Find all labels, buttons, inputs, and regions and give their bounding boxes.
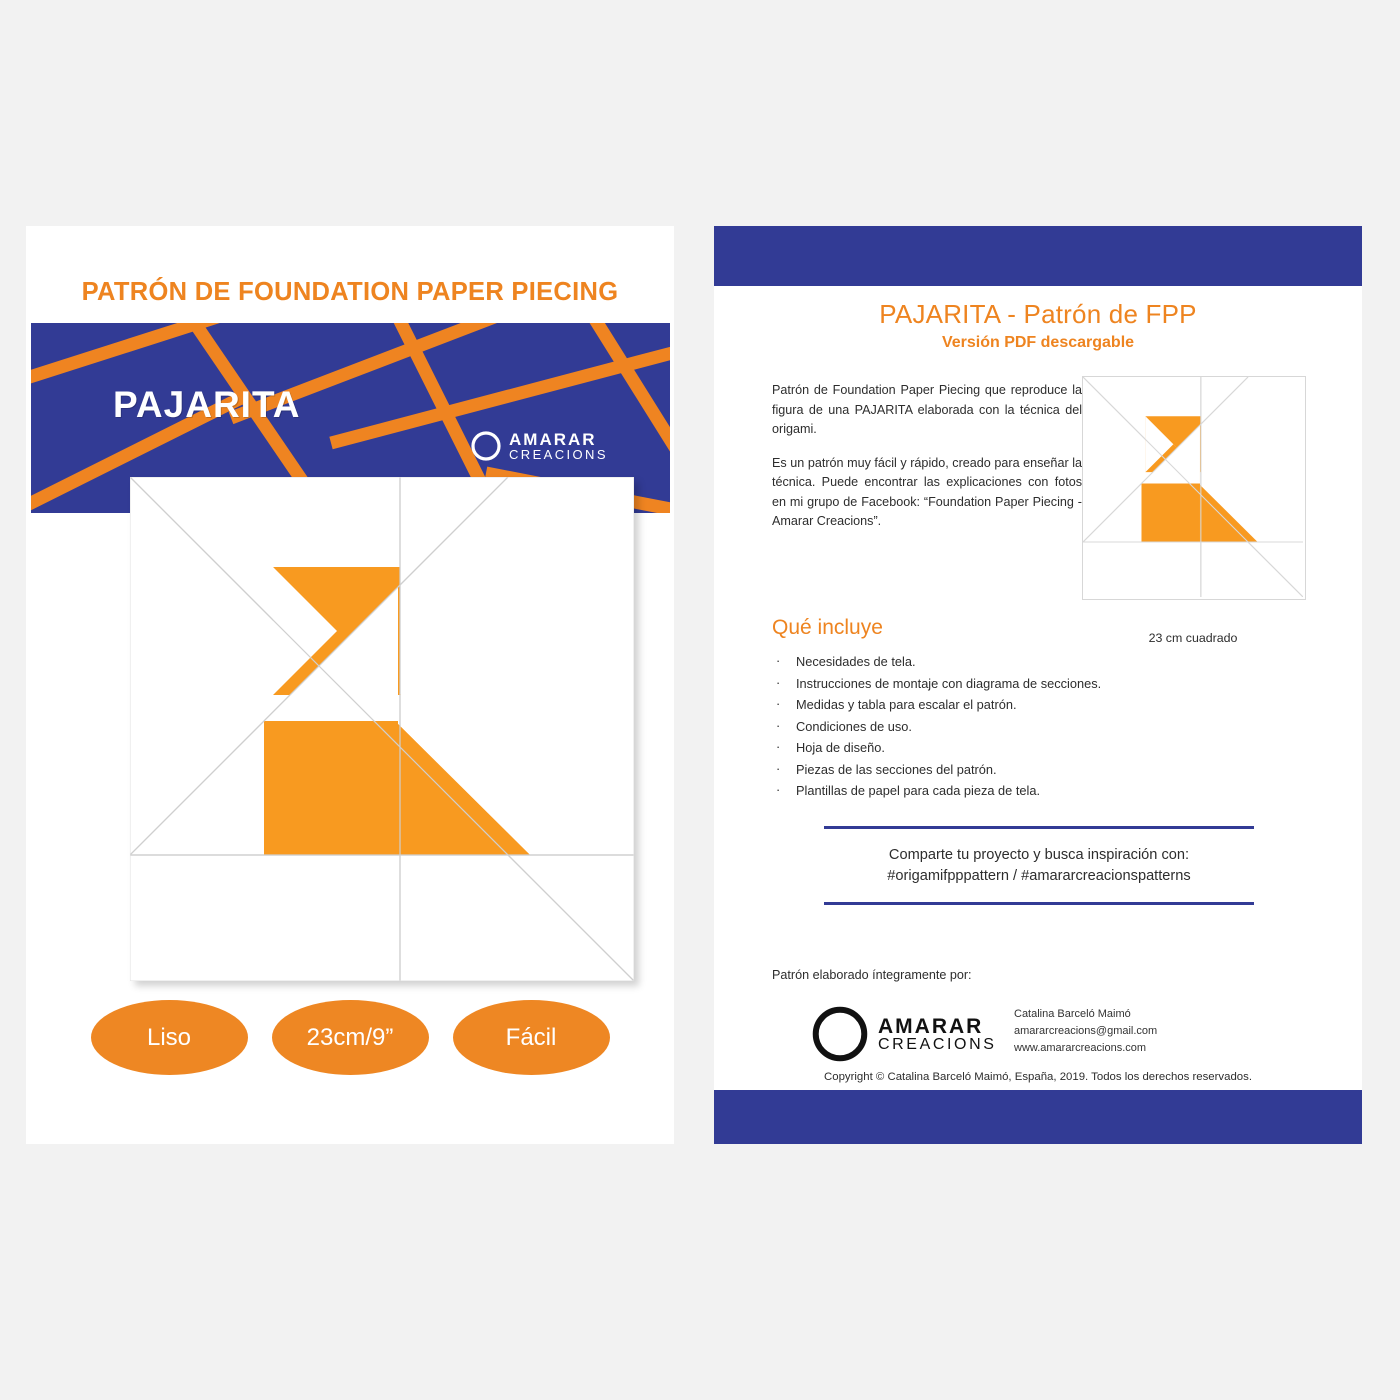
list-item-label: Medidas y tabla para escalar el patrón. (796, 697, 1017, 712)
banner-logo-text (509, 431, 608, 462)
mini-pajarita-graphic (1083, 377, 1303, 597)
includes-list (772, 654, 1292, 805)
bottom-color-bar (714, 1090, 1362, 1144)
copyright-text: Copyright © Catalina Barceló Maimó, España, 2019. Todos los derechos reservados. (824, 1071, 1252, 1083)
list-item (772, 719, 1292, 734)
banner-logo (471, 431, 608, 462)
info-page (714, 226, 1362, 1144)
amarar-circle-icon (812, 1006, 868, 1062)
bullet-icon: · (776, 782, 781, 797)
contact-name: Catalina Barceló Maimó (1014, 1008, 1131, 1020)
contact-email[interactable]: amararcreacions@gmail.com (1014, 1025, 1158, 1038)
bullet-icon: · (776, 739, 781, 754)
banner-logo-line1: AMARAR (509, 430, 597, 449)
list-item-label: Necesidades de tela. (796, 654, 916, 669)
bullet-icon: · (776, 674, 781, 690)
pill-fabric-type-label: Liso (146, 1023, 192, 1051)
share-rule-bottom (824, 902, 1254, 905)
pill-size (272, 1000, 429, 1075)
footer-logo-line2: CREACIONS (878, 1035, 997, 1053)
list-item-label: Piezas de las secciones del patrón. (796, 761, 997, 777)
pill-difficulty-label: Fácil (505, 1023, 557, 1051)
list-item (772, 654, 1292, 669)
share-line-1: Comparte tu proyecto y busca inspiración con: (888, 846, 1190, 863)
amarar-circle-icon (471, 431, 501, 461)
banner-pattern-name: PAJARITA (113, 384, 301, 425)
list-item-label: Instrucciones de montaje con diagrama de secciones. (796, 675, 1102, 691)
list-item-label: Hoja de diseño. (796, 740, 885, 755)
list-item (772, 740, 1292, 755)
credit-line: Patrón elaborado íntegramente por: (772, 968, 972, 982)
info-description (772, 381, 1082, 546)
pill-size-label: 23cm/9” (306, 1023, 394, 1051)
pattern-block-preview (130, 477, 634, 981)
cover-page (26, 226, 674, 1144)
footer-logo-text (878, 1016, 997, 1053)
list-item-label: Plantillas de papel para cada pieza de tela. (796, 783, 1041, 798)
pill-fabric-type (91, 1000, 248, 1075)
info-subtitle: Versión PDF descargable (941, 334, 1135, 351)
mini-block-caption: 23 cm cuadrado (1148, 631, 1238, 645)
info-paragraph-2: Es un patrón muy fácil y rápido, creado para enseñar la técnica. Puede encontrar las explicaciones con fotos en mi grupo de Facebook: “Foundation Paper Piecing - Amarar Creacions”. (772, 455, 1082, 529)
footer-logo-line1: AMARAR (878, 1014, 984, 1038)
share-callout (824, 826, 1254, 905)
mini-block-preview (1082, 376, 1306, 600)
info-title: PAJARITA - Patrón de FPP (879, 299, 1197, 329)
share-text (824, 829, 1254, 903)
banner-logo-line2: CREACIONS (509, 447, 608, 463)
list-item (772, 762, 1292, 777)
share-line-2: #origamifpppattern / #amararcreacionspatterns (887, 868, 1191, 885)
bullet-icon: · (776, 696, 781, 711)
bullet-icon: · (776, 717, 781, 733)
page-title: PATRÓN DE FOUNDATION PAPER PIECING (81, 278, 619, 306)
pajarita-block-graphic (130, 477, 634, 981)
list-item (772, 783, 1292, 798)
footer-logo (812, 1006, 997, 1062)
contact-info (1014, 1006, 1157, 1057)
attribute-pill-row (26, 1000, 674, 1075)
list-item (772, 676, 1292, 691)
includes-section-title: Qué incluye (772, 616, 883, 639)
list-item-label: Condiciones de uso. (796, 718, 912, 734)
top-color-bar (714, 226, 1362, 286)
bullet-icon: · (776, 653, 781, 668)
info-paragraph-1: Patrón de Foundation Paper Piecing que reproduce la figura de una PAJARITA elaborada con la técnica del origami. (772, 383, 1082, 437)
list-item (772, 697, 1292, 712)
bullet-icon: · (776, 760, 781, 776)
pill-difficulty (453, 1000, 610, 1075)
contact-website[interactable]: www.amararcreacions.com (1014, 1042, 1147, 1055)
